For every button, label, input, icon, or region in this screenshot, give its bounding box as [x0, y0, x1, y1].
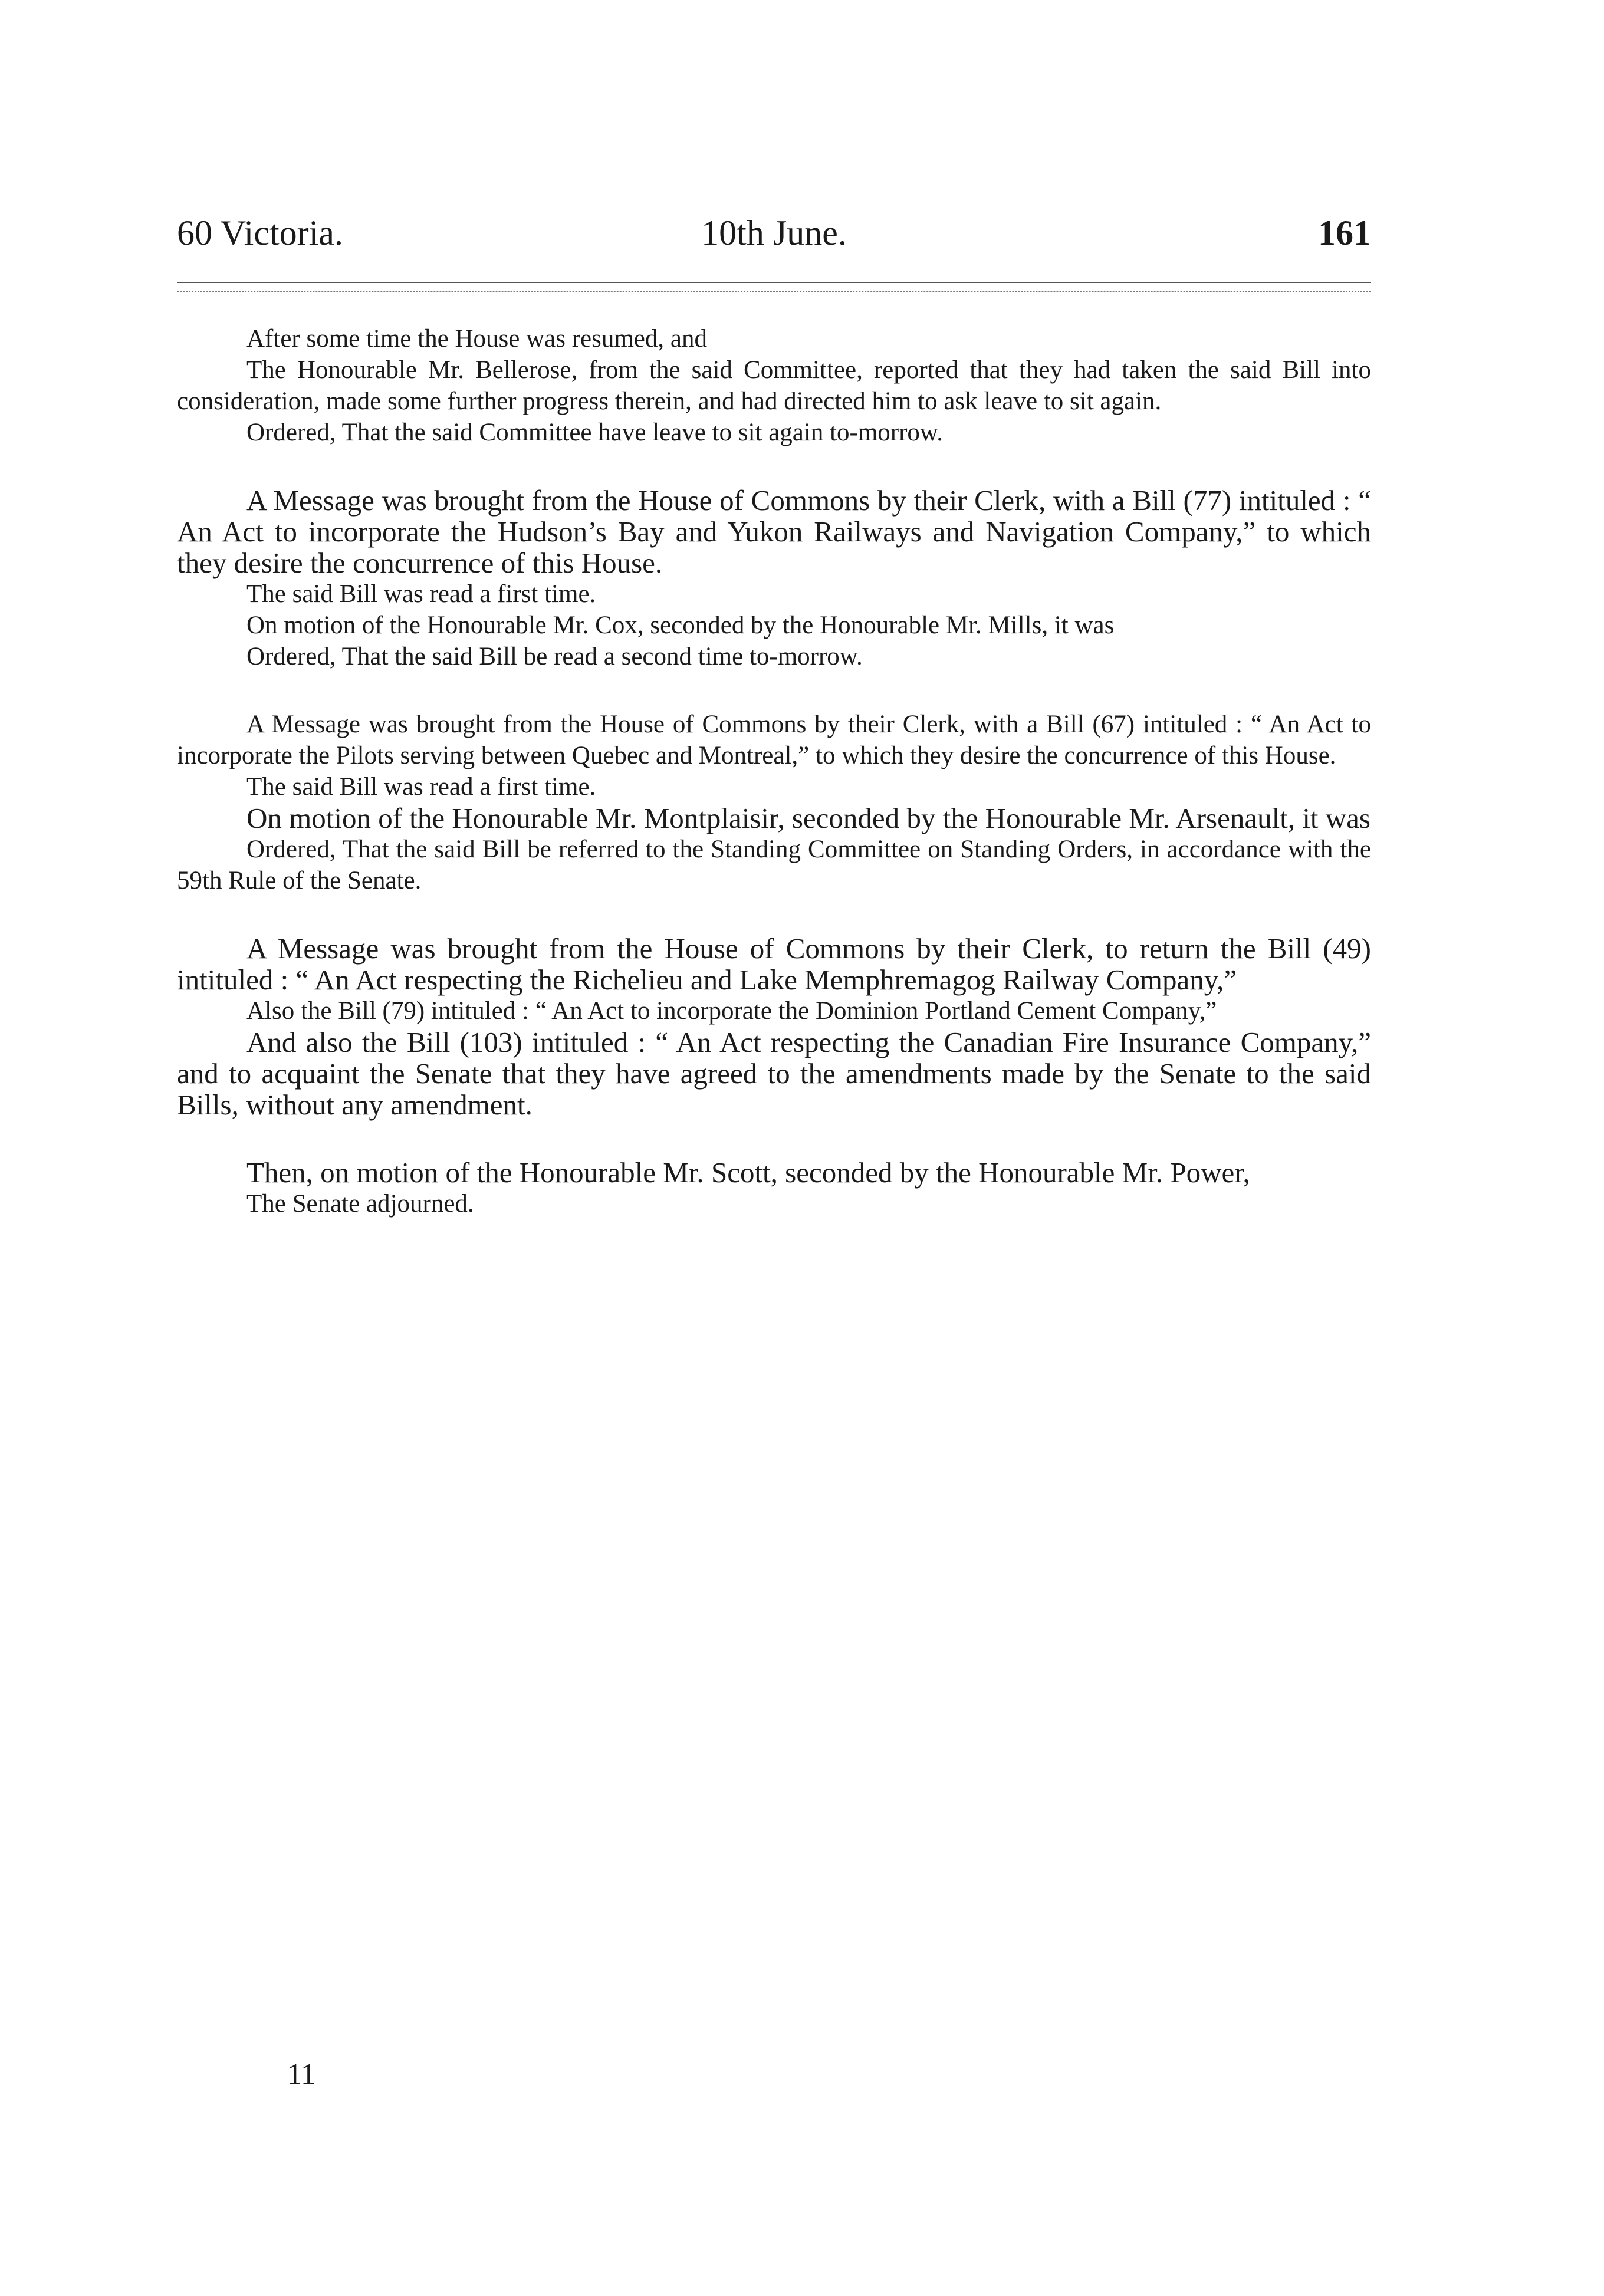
paragraph: The said Bill was read a first time.: [246, 580, 596, 608]
paragraph: The Senate adjourned.: [246, 1190, 474, 1218]
journal-body: [177, 323, 1371, 1219]
signature-number: 11: [287, 2057, 316, 2090]
paragraph: Also the Bill (79) intituled : “ An Act to incorporate the Dominion Portland Cement Company,”: [246, 997, 1217, 1025]
paragraph: Ordered, That the said Committee have leave to sit again to-morrow.: [246, 419, 943, 446]
bill-67-block: [177, 709, 1371, 896]
paragraph: Ordered, That the said Bill be referred to the Standing Committee on Standing Orders, in accordance with the 59th Rule of the Senate.: [177, 835, 1371, 894]
bill-77-block: [177, 485, 1371, 672]
paragraph: A Message was brought from the House of Commons by their Clerk, with a Bill (67) intituled : “ An Act to incorporate the Pilots serving between Quebec and Montreal,” to which they desire the concurrence of this House.: [177, 710, 1371, 769]
page-header: [177, 203, 1371, 262]
paragraph: And also the Bill (103) intituled : “ An Act respecting the Canadian Fire Insurance Company,” and to acquaint the Senate that they have agreed to the amendments made by the Senate to the said Bills, without any amendment.: [177, 1026, 1371, 1121]
adjournment-block: [177, 1157, 1371, 1219]
paragraph: On motion of the Honourable Mr. Montplaisir, seconded by the Honourable Mr. Arsenault, it was: [246, 802, 1370, 834]
paragraph: After some time the House was resumed, and: [246, 325, 707, 353]
header-rule-secondary: [177, 291, 1371, 292]
page-number: 161: [1318, 213, 1371, 252]
header-rule: [177, 282, 1371, 283]
paragraph: A Message was brought from the House of Commons by their Clerk, to return the Bill (49) intituled : “ An Act respecting the Richelieu and Lake Memphremagog Railway Company,”: [177, 932, 1371, 996]
paragraph: A Message was brought from the House of Commons by their Clerk, with a Bill (77) intituled : “ An Act to incorporate the Hudson’s Bay and Yukon Railways and Navigation Company,” to which they desire the concurrence of this House.: [177, 484, 1371, 579]
session-label: 60 Victoria.: [177, 213, 343, 252]
date-label: 10th June.: [701, 213, 847, 252]
paragraph: The said Bill was read a first time.: [246, 773, 596, 801]
paragraph: On motion of the Honourable Mr. Cox, seconded by the Honourable Mr. Mills, it was: [246, 611, 1115, 639]
committee-report-block: [177, 323, 1371, 448]
paragraph: Ordered, That the said Bill be read a second time to-morrow.: [246, 643, 863, 670]
returned-bills-block: [177, 933, 1371, 1120]
paragraph: Then, on motion of the Honourable Mr. Scott, seconded by the Honourable Mr. Power,: [246, 1156, 1250, 1189]
paragraph: The Honourable Mr. Bellerose, from the said Committee, reported that they had taken the said Bill into consideration, made some further progress therein, and had directed him to ask leave to sit again.: [177, 356, 1371, 415]
